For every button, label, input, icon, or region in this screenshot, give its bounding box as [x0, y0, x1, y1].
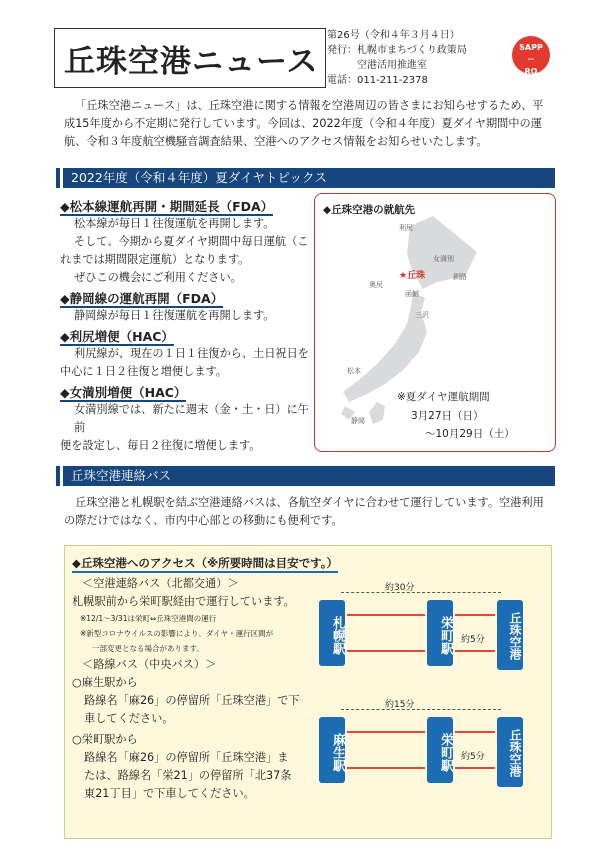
city-label: 三沢 — [415, 311, 429, 319]
station-box: 丘珠空港 — [497, 717, 523, 787]
route-map-box — [314, 193, 556, 452]
station-box: 丘珠空港 — [497, 600, 523, 670]
total-time: 約15分 — [385, 700, 415, 710]
section2-title: 丘珠空港連絡バス — [63, 466, 555, 486]
route-arrow — [455, 614, 495, 616]
station-box: 栄町駅 — [427, 717, 453, 783]
sakae-line: 路線名「麻26」の停留所「丘珠空港」ま — [84, 751, 289, 764]
asabu-line: 車してください。 — [84, 712, 174, 725]
topic-heading: ◆静岡線の運航再開（FDA） — [60, 291, 224, 306]
sapporo-logo: SAPP ― RO — [512, 36, 550, 74]
bus1-title: ＜空港連絡バス（北都交通）＞ — [82, 577, 239, 590]
route-arrow — [455, 767, 495, 769]
period-start: 3月27日（日） — [411, 410, 484, 422]
access-text — [72, 575, 322, 803]
city-label: 釧路 — [453, 273, 467, 281]
city-label: 静岡 — [351, 417, 365, 425]
topic-heading: ◆女満別増便（HAC） — [60, 385, 187, 400]
bus-intro: 丘珠空港と札幌駅を結ぶ空港連絡バスは、各航空ダイヤに合わせて運行しています。空港利用の際だけではなく、市内中心部との移動にも便利です。 — [64, 496, 544, 527]
partial-time: 約5分 — [461, 635, 485, 645]
route-arrow — [455, 650, 495, 652]
period-label: ※夏ダイヤ運航期間 — [397, 391, 490, 403]
phone: 電話：011-211-2378 — [327, 75, 428, 86]
topics-list — [60, 197, 315, 455]
topic-heading: ◆利尻増便（HAC） — [60, 329, 174, 344]
access-heading: ◆丘珠空港へのアクセス（※所要時間は目安です。） — [72, 555, 338, 573]
asabu-line: 路線名「麻26」の停留所「丘珠空港」で下 — [84, 694, 300, 707]
total-bracket — [341, 592, 501, 593]
topic-line: そして、今期から夏ダイヤ期間中毎日運航（こ — [74, 235, 309, 248]
route-arrow — [455, 731, 495, 733]
station-box: 麻生駅 — [319, 717, 345, 783]
city-label: 函館 — [405, 290, 419, 298]
route-diagram-2 — [305, 697, 530, 792]
total-bracket — [341, 709, 501, 710]
route-arrow — [347, 614, 425, 616]
route-diagram-1 — [305, 580, 530, 675]
total-time: 約30分 — [385, 583, 415, 593]
bus1-desc: 札幌駅前から栄町駅経由で運行しています。 — [72, 595, 295, 608]
sakae-line: 東21丁目」で下車してください。 — [84, 787, 255, 800]
from-sakaemachi: ○栄町駅から — [72, 733, 138, 746]
section-bar-accent — [56, 466, 60, 486]
from-asabu: ○麻生駅から — [72, 676, 138, 689]
partial-time: 約5分 — [461, 752, 485, 762]
city-label: 利尻 — [399, 224, 413, 232]
intro-text: 「丘珠空港ニュース」は、丘珠空港に関する情報を空港周辺の皆さまにお知らせするため、平成15年度から不定期に発行しています。今回は、2022年度（令和４年度）夏ダイヤ期間中の運航、令和３年度航空機騒音調査結果、空港へのアクセス情報をお知らせいたします。 — [64, 99, 544, 148]
city-label: 女満別 — [433, 255, 454, 263]
bus2-title: ＜路線バス（中央バス）＞ — [82, 658, 217, 671]
newsletter-title: 丘珠空港ニュース — [64, 44, 319, 80]
city-label-okadama: ★丘珠 — [399, 271, 426, 281]
route-arrow — [347, 650, 425, 652]
station-box: 札幌駅 — [319, 600, 345, 666]
bus1-note: ※新型コロナウイルスの影響により、ダイヤ・運行区間が — [80, 629, 274, 638]
topic-line: 松本線が毎日１往復運航を再開します。 — [74, 217, 275, 230]
period-end: ～10月29日（土） — [425, 428, 515, 440]
issue-info — [327, 28, 497, 88]
station-box: 栄町駅 — [427, 600, 453, 666]
topic-line: 女満別線では、新たに週末（金・土・日）に午前 — [74, 403, 309, 434]
section1-title: 2022年度（令和４年度）夏ダイヤトピックス — [63, 168, 555, 188]
sakae-line: たは、路線名「栄21」の停留所「北37条 — [84, 769, 292, 782]
map-title: ◆丘珠空港の就航先 — [323, 204, 416, 216]
bus1-note: 一部変更となる場合があります。 — [92, 644, 204, 653]
section-bar-accent — [56, 168, 60, 188]
route-arrow — [347, 731, 425, 733]
topic-line: ぜひこの機会にご利用ください。 — [74, 271, 242, 284]
topic-line: 利尻線が、現在の１日１往復から、土日祝日を — [74, 347, 309, 360]
topic-line: 静岡線が毎日１往復運航を再開します。 — [74, 309, 275, 322]
publisher: 発行：札幌市まちづくり政策局 — [327, 45, 467, 56]
topic-line: 中心に１日２往復と増便します。 — [60, 365, 227, 378]
route-arrow — [347, 767, 425, 769]
issue-number: 第26号（令和４年３月４日） — [327, 30, 460, 41]
bus1-note: ※12/1～3/31は栄町⇔丘珠空港間の運行 — [80, 614, 217, 623]
topic-line: れまでは期間限定運航）となります。 — [60, 253, 250, 266]
topic-line: 便を設定し、毎日２往復に増便します。 — [60, 439, 261, 452]
topic-heading: ◆松本線運航再開・期間延長（FDA） — [60, 199, 274, 214]
city-label: 奥尻 — [369, 281, 383, 289]
department: 空港活用推進室 — [357, 60, 427, 71]
city-label: 松本 — [347, 367, 361, 375]
